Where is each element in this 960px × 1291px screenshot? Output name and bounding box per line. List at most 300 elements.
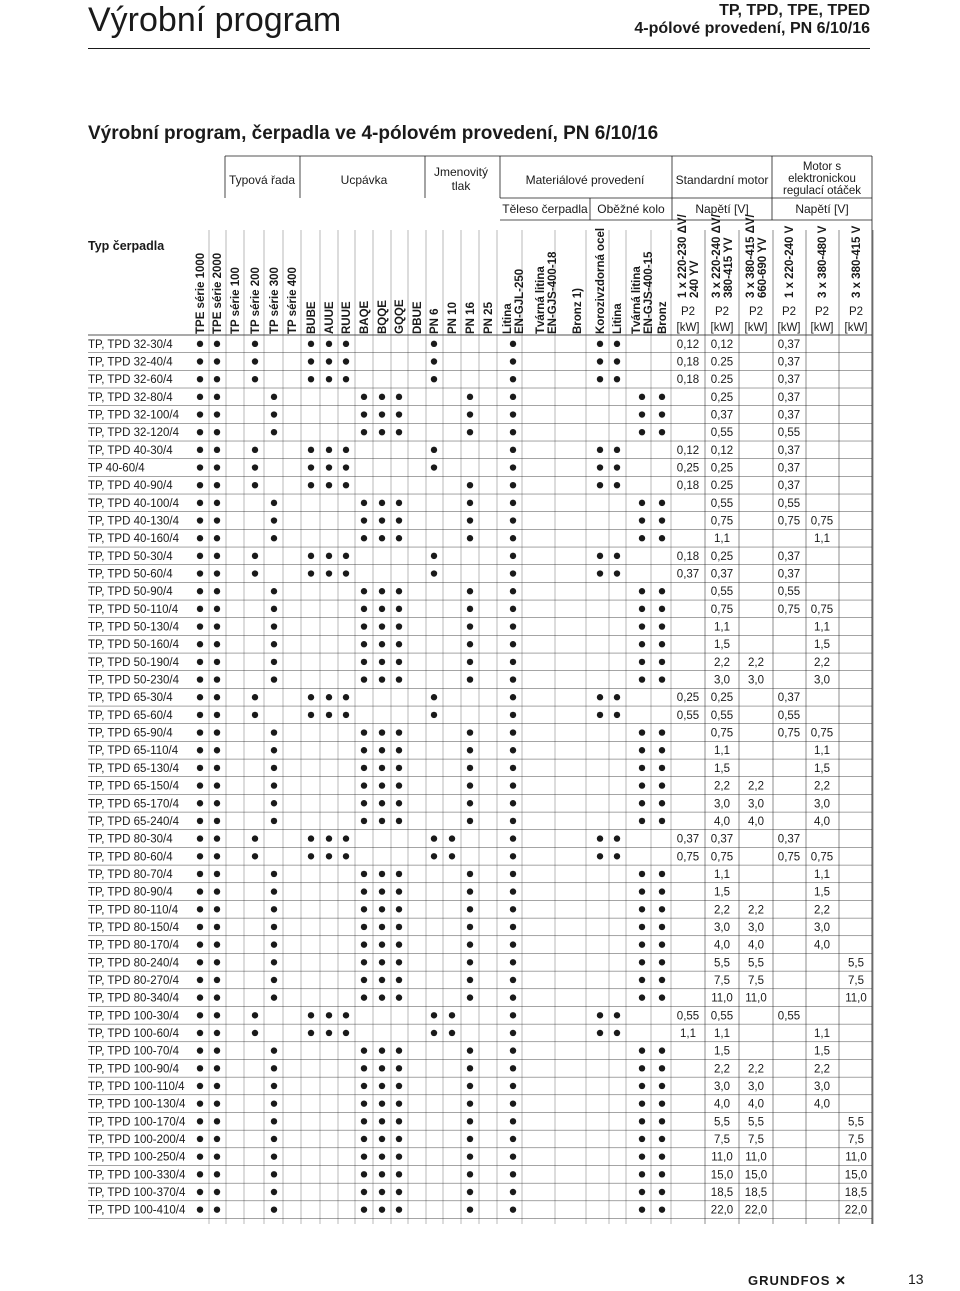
row-label: TP, TPD 100-130/4 <box>88 1098 186 1111</box>
availability-dot <box>614 1012 620 1018</box>
availability-dot <box>197 747 203 753</box>
availability-dot <box>639 729 645 735</box>
availability-dot <box>379 676 385 682</box>
availability-dot <box>361 1118 367 1124</box>
power-value: 0,75 <box>710 515 734 528</box>
availability-dot <box>361 871 367 877</box>
row-label: TP, TPD 80-110/4 <box>88 904 179 917</box>
availability-dot <box>639 994 645 1000</box>
availability-dot <box>271 659 277 665</box>
availability-dot <box>659 623 665 629</box>
availability-dot <box>510 1136 516 1142</box>
availability-dot <box>431 835 437 841</box>
availability-dot <box>659 765 665 771</box>
availability-dot <box>197 1118 203 1124</box>
availability-dot <box>197 464 203 470</box>
availability-dot <box>214 411 220 417</box>
availability-dot <box>197 959 203 965</box>
availability-dot <box>431 1012 437 1018</box>
availability-dot <box>214 941 220 947</box>
availability-dot <box>467 1083 473 1089</box>
availability-dot <box>361 782 367 788</box>
column-header: 3 x 380-415 ΔV/ <box>745 214 757 298</box>
kw-label: [kW] <box>777 322 801 334</box>
availability-dot <box>271 641 277 647</box>
logo-mark-icon: ✕ <box>830 1273 847 1288</box>
power-value: 0,37 <box>777 444 801 457</box>
availability-dot <box>197 429 203 435</box>
availability-dot <box>271 747 277 753</box>
availability-dot <box>197 570 203 576</box>
power-value: 4,0 <box>814 1098 830 1111</box>
column-header: DBUE <box>412 301 424 334</box>
availability-dot <box>361 641 367 647</box>
availability-dot <box>271 1083 277 1089</box>
column-header: Bronz <box>657 301 669 334</box>
row-label: TP, TPD 80-170/4 <box>88 939 179 952</box>
availability-dot <box>197 871 203 877</box>
availability-dot <box>467 1118 473 1124</box>
availability-dot <box>379 765 385 771</box>
power-value: 3,0 <box>814 674 830 687</box>
power-value: 0,75 <box>777 727 801 740</box>
availability-dot <box>639 924 645 930</box>
availability-dot <box>379 818 385 824</box>
availability-dot <box>214 641 220 647</box>
availability-dot <box>214 765 220 771</box>
availability-dot <box>396 800 402 806</box>
power-value: 7,5 <box>714 974 730 987</box>
availability-dot <box>343 694 349 700</box>
availability-dot <box>379 977 385 983</box>
availability-dot <box>510 1118 516 1124</box>
availability-dot <box>510 464 516 470</box>
column-header: RUUE <box>341 301 353 334</box>
availability-dot <box>396 606 402 612</box>
availability-dot <box>326 464 332 470</box>
availability-dot <box>396 977 402 983</box>
availability-dot <box>639 871 645 877</box>
availability-dot <box>308 447 314 453</box>
availability-dot <box>467 959 473 965</box>
availability-dot <box>326 853 332 859</box>
column-header: 3 x 380-415 V <box>851 225 863 298</box>
availability-dot <box>271 1100 277 1106</box>
power-value: 0,55 <box>710 427 734 440</box>
availability-dot <box>659 411 665 417</box>
availability-dot <box>614 553 620 559</box>
power-value: 0,37 <box>710 409 734 422</box>
availability-dot <box>326 835 332 841</box>
kw-label: [kW] <box>844 322 868 334</box>
availability-dot <box>510 623 516 629</box>
power-value: 0,55 <box>710 497 734 510</box>
availability-dot <box>431 464 437 470</box>
availability-dot <box>252 376 258 382</box>
availability-dot <box>597 712 603 718</box>
availability-dot <box>467 659 473 665</box>
availability-dot <box>197 800 203 806</box>
availability-dot <box>659 606 665 612</box>
power-value: 3,0 <box>748 921 764 934</box>
power-value: 0.25 <box>710 480 734 493</box>
availability-dot <box>326 712 332 718</box>
availability-dot <box>379 1047 385 1053</box>
power-value: 3,0 <box>814 921 830 934</box>
row-label: TP, TPD 50-60/4 <box>88 568 173 581</box>
availability-dot <box>431 712 437 718</box>
row-label: TP, TPD 65-240/4 <box>88 815 179 828</box>
availability-dot <box>252 341 258 347</box>
availability-dot <box>396 1171 402 1177</box>
availability-dot <box>510 1153 516 1159</box>
availability-dot <box>308 712 314 718</box>
power-value: 4,0 <box>748 815 764 828</box>
availability-dot <box>467 994 473 1000</box>
availability-dot <box>197 394 203 400</box>
power-value: 0.25 <box>710 356 734 369</box>
availability-dot <box>639 1083 645 1089</box>
power-value: 1,5 <box>714 639 730 652</box>
availability-dot <box>396 941 402 947</box>
row-label: TP, TPD 65-130/4 <box>88 762 179 775</box>
availability-dot <box>510 394 516 400</box>
availability-dot <box>361 818 367 824</box>
row-label: TP, TPD 32-80/4 <box>88 391 173 404</box>
availability-dot <box>614 853 620 859</box>
column-header: Bronz 1) <box>572 288 584 334</box>
availability-dot <box>396 659 402 665</box>
availability-dot <box>659 1136 665 1142</box>
availability-dot <box>197 553 203 559</box>
availability-dot <box>379 871 385 877</box>
availability-dot <box>467 606 473 612</box>
availability-dot <box>510 500 516 506</box>
availability-dot <box>659 1100 665 1106</box>
availability-dot <box>361 1171 367 1177</box>
power-value: 0,37 <box>777 338 801 351</box>
availability-dot <box>271 871 277 877</box>
row-label: TP, TPD 100-370/4 <box>88 1186 186 1199</box>
column-header: 380-415 YV <box>723 237 735 298</box>
availability-dot <box>639 747 645 753</box>
availability-dot <box>252 447 258 453</box>
availability-dot <box>197 606 203 612</box>
power-value: 0,37 <box>676 568 700 581</box>
power-value: 5,5 <box>848 957 864 970</box>
availability-dot <box>379 535 385 541</box>
availability-dot <box>396 1100 402 1106</box>
availability-dot <box>361 676 367 682</box>
availability-dot <box>510 765 516 771</box>
subgroup-header-obezne-kolo: Oběžné kolo <box>597 202 665 216</box>
availability-dot <box>597 553 603 559</box>
availability-dot <box>197 1047 203 1053</box>
row-label: TP, TPD 100-330/4 <box>88 1169 186 1182</box>
availability-dot <box>467 941 473 947</box>
availability-dot <box>379 782 385 788</box>
availability-dot <box>639 1118 645 1124</box>
kw-label: [kW] <box>676 322 700 334</box>
availability-dot <box>271 959 277 965</box>
power-value: 1,1 <box>714 1027 730 1040</box>
power-value: 0,37 <box>710 833 734 846</box>
availability-dot <box>510 1012 516 1018</box>
availability-dot <box>271 500 277 506</box>
availability-dot <box>379 623 385 629</box>
availability-dot <box>431 570 437 576</box>
availability-dot <box>396 429 402 435</box>
availability-dot <box>271 906 277 912</box>
row-label: TP, TPD 40-100/4 <box>88 497 179 510</box>
availability-dot <box>510 1189 516 1195</box>
availability-dot <box>467 1153 473 1159</box>
group-header-typova-rada: Typová řada <box>228 173 296 187</box>
availability-dot <box>639 1206 645 1212</box>
availability-dot <box>214 1012 220 1018</box>
power-value: 3,0 <box>814 798 830 811</box>
availability-dot <box>467 1047 473 1053</box>
availability-dot <box>361 1047 367 1053</box>
availability-dot <box>361 729 367 735</box>
availability-dot <box>361 659 367 665</box>
power-value: 3,0 <box>748 798 764 811</box>
row-label: TP, TPD 100-60/4 <box>88 1027 179 1040</box>
availability-dot <box>271 888 277 894</box>
availability-dot <box>214 553 220 559</box>
power-value: 0,18 <box>676 356 700 369</box>
row-label: TP, TPD 100-110/4 <box>88 1080 185 1093</box>
availability-dot <box>271 1153 277 1159</box>
availability-dot <box>214 853 220 859</box>
availability-dot <box>214 341 220 347</box>
availability-dot <box>214 1136 220 1142</box>
availability-dot <box>197 1189 203 1195</box>
availability-dot <box>214 500 220 506</box>
power-value: 18,5 <box>744 1186 768 1199</box>
group-header-motor-regulace: regulací otáček <box>783 185 861 197</box>
availability-dot <box>197 1065 203 1071</box>
column-header: EN-GJL-250 <box>514 268 526 334</box>
availability-dot <box>396 411 402 417</box>
availability-dot <box>614 482 620 488</box>
availability-dot <box>361 1100 367 1106</box>
availability-dot <box>252 570 258 576</box>
availability-dot <box>361 977 367 983</box>
row-label: TP, TPD 40-30/4 <box>88 444 173 457</box>
power-value: 1,1 <box>814 533 830 546</box>
availability-dot <box>396 871 402 877</box>
availability-dot <box>510 835 516 841</box>
availability-dot <box>326 376 332 382</box>
row-label: TP, TPD 32-120/4 <box>88 427 179 440</box>
availability-dot <box>510 517 516 523</box>
availability-dot <box>308 482 314 488</box>
column-header: Korozivzdorná ocel <box>595 227 607 334</box>
availability-dot <box>597 358 603 364</box>
row-label: TP, TPD 32-100/4 <box>88 409 179 422</box>
power-value: 0,55 <box>676 709 700 722</box>
row-label: TP, TPD 50-30/4 <box>88 550 173 563</box>
availability-dot <box>510 1065 516 1071</box>
availability-dot <box>467 394 473 400</box>
availability-dot <box>197 994 203 1000</box>
availability-dot <box>639 1136 645 1142</box>
availability-dot <box>639 1100 645 1106</box>
power-value: 22,0 <box>710 1204 734 1217</box>
power-value: 1,1 <box>814 868 830 881</box>
availability-dot <box>343 853 349 859</box>
availability-dot <box>197 906 203 912</box>
availability-dot <box>396 1118 402 1124</box>
availability-dot <box>510 977 516 983</box>
power-value: 3,0 <box>814 1080 830 1093</box>
availability-dot <box>326 1030 332 1036</box>
availability-dot <box>659 1065 665 1071</box>
row-label: TP, TPD 65-110/4 <box>88 745 179 758</box>
availability-dot <box>197 500 203 506</box>
power-value: 0,75 <box>810 851 834 864</box>
availability-dot <box>197 376 203 382</box>
column-header: EN-GJS-400-15 <box>643 251 655 334</box>
availability-dot <box>252 712 258 718</box>
availability-dot <box>659 977 665 983</box>
power-value: 1,1 <box>814 745 830 758</box>
availability-dot <box>214 1206 220 1212</box>
availability-dot <box>639 1153 645 1159</box>
power-value: 5,5 <box>714 957 730 970</box>
availability-dot <box>252 464 258 470</box>
availability-dot <box>467 1189 473 1195</box>
availability-dot <box>361 1136 367 1142</box>
p2-label: P2 <box>680 306 696 318</box>
power-value: 1,1 <box>714 868 730 881</box>
row-label: TP, TPD 80-240/4 <box>88 957 179 970</box>
availability-dot <box>197 1136 203 1142</box>
power-value: 22,0 <box>844 1204 868 1217</box>
power-value: 0,75 <box>710 727 734 740</box>
availability-dot <box>639 659 645 665</box>
availability-dot <box>361 959 367 965</box>
availability-dot <box>510 818 516 824</box>
availability-dot <box>271 676 277 682</box>
column-header: GQQE <box>394 299 406 334</box>
availability-dot <box>197 1100 203 1106</box>
availability-dot <box>379 429 385 435</box>
group-header-ucpavka: Ucpávka <box>340 173 388 187</box>
power-value: 0,37 <box>676 833 700 846</box>
availability-dot <box>639 782 645 788</box>
availability-dot <box>510 358 516 364</box>
availability-dot <box>379 1171 385 1177</box>
availability-dot <box>197 888 203 894</box>
availability-dot <box>639 429 645 435</box>
row-label: TP, TPD 80-340/4 <box>88 992 179 1005</box>
row-label: TP, TPD 50-160/4 <box>88 639 179 652</box>
power-value: 1,5 <box>814 762 830 775</box>
power-value: 15,0 <box>744 1169 768 1182</box>
availability-dot <box>214 517 220 523</box>
availability-dot <box>639 906 645 912</box>
availability-dot <box>197 535 203 541</box>
availability-dot <box>214 1083 220 1089</box>
availability-dot <box>467 871 473 877</box>
power-value: 0,37 <box>777 374 801 387</box>
subgroup-header-teleso: Těleso čerpadla <box>502 202 588 216</box>
row-label: TP, TPD 65-150/4 <box>88 780 179 793</box>
column-header: BQQE <box>377 300 389 334</box>
availability-dot <box>308 1012 314 1018</box>
availability-dot <box>214 447 220 453</box>
availability-dot <box>659 747 665 753</box>
availability-dot <box>467 429 473 435</box>
availability-dot <box>659 1083 665 1089</box>
availability-dot <box>271 1065 277 1071</box>
availability-dot <box>361 994 367 1000</box>
availability-dot <box>510 906 516 912</box>
availability-dot <box>614 835 620 841</box>
column-header: 1 x 220-230 ΔV/ <box>677 214 689 298</box>
availability-dot <box>659 535 665 541</box>
availability-dot <box>396 641 402 647</box>
availability-dot <box>659 888 665 894</box>
availability-dot <box>659 641 665 647</box>
availability-dot <box>214 818 220 824</box>
power-value: 1,5 <box>714 762 730 775</box>
availability-dot <box>431 694 437 700</box>
power-value: 0,25 <box>710 462 734 475</box>
availability-dot <box>659 959 665 965</box>
kw-label: [kW] <box>744 322 768 334</box>
availability-dot <box>467 500 473 506</box>
row-label: TP, TPD 32-30/4 <box>88 338 173 351</box>
availability-dot <box>361 800 367 806</box>
availability-dot <box>343 570 349 576</box>
power-value: 3,0 <box>748 1080 764 1093</box>
availability-dot <box>597 1030 603 1036</box>
availability-dot <box>659 906 665 912</box>
availability-dot <box>326 570 332 576</box>
availability-dot <box>214 924 220 930</box>
row-label: TP, TPD 50-190/4 <box>88 656 179 669</box>
column-header: PN 10 <box>447 302 459 334</box>
availability-dot <box>510 411 516 417</box>
availability-dot <box>343 447 349 453</box>
availability-dot <box>614 447 620 453</box>
power-value: 1,1 <box>714 745 730 758</box>
availability-dot <box>597 447 603 453</box>
availability-dot <box>308 1030 314 1036</box>
row-label: TP, TPD 40-130/4 <box>88 515 179 528</box>
availability-dot <box>361 1083 367 1089</box>
power-value: 0,55 <box>777 586 801 599</box>
availability-dot <box>639 977 645 983</box>
availability-dot <box>214 1171 220 1177</box>
availability-dot <box>271 941 277 947</box>
availability-dot <box>361 765 367 771</box>
availability-dot <box>467 1136 473 1142</box>
availability-dot <box>214 623 220 629</box>
availability-dot <box>197 835 203 841</box>
availability-dot <box>197 694 203 700</box>
availability-dot <box>343 464 349 470</box>
availability-dot <box>197 641 203 647</box>
power-value: 0,37 <box>777 391 801 404</box>
section-title: Výrobní program, čerpadla ve 4-pólovém provedení, PN 6/10/16 <box>88 123 659 144</box>
availability-dot <box>197 977 203 983</box>
availability-dot <box>639 1047 645 1053</box>
column-header: EN-GJS-400-18 <box>547 251 559 334</box>
